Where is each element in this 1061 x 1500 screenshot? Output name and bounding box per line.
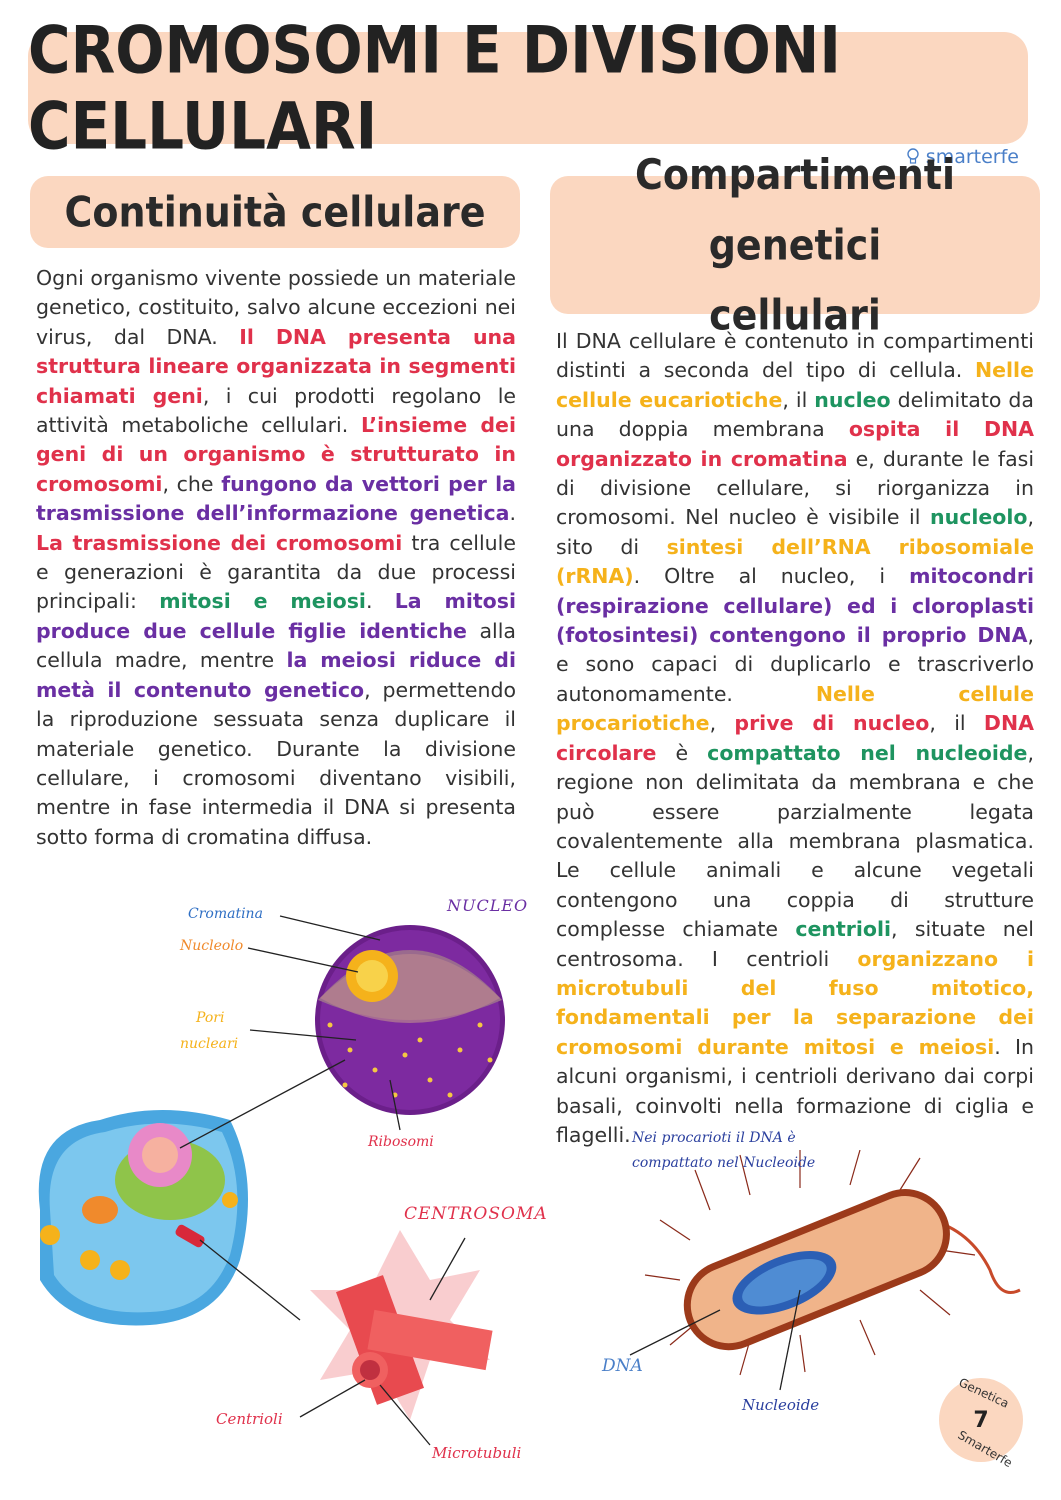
text-segment: , permettendo la riproduzione sessuata senza duplicare il materiale genetico. Durante la divisione cellulare, i cromosomi diventano visibili, mentre in fase intermedia il DNA si presenta sotto forma di cromatina diffusa. (36, 677, 517, 849)
badge-subject: Genetica (956, 1375, 1012, 1411)
highlight-green: nucleolo (930, 505, 1028, 530)
heading-line-1: Compartimenti genetici (635, 150, 955, 270)
text-segment: . (365, 589, 395, 614)
highlight-purple: la meiosi riduce di metà il contenuto genetico (36, 648, 516, 702)
prokaryote-figure (600, 1150, 1030, 1410)
highlight-yellow: organizzano i microtubuli del fuso mitotico, fondamentali per la separazione dei cromosomi durante mitosi e meiosi (556, 946, 1034, 1059)
label-ribosomi: Ribosomi (368, 1134, 434, 1150)
highlight-yellow: sintesi dell’RNA ribosomiale (rRNA) (556, 534, 1035, 589)
text-segment: Il DNA cellulare è contenuto in compartimenti distinti a seconda del tipo di cellula. (556, 329, 1034, 383)
highlight-purple: La mitosi produce due cellule figlie identiche (36, 589, 516, 643)
text-segment: . (509, 501, 516, 526)
label-nucleoide: Nucleoide (742, 1396, 820, 1414)
page-number: 7 (973, 1407, 989, 1433)
centrosome-illustration (310, 1230, 493, 1420)
text-segment: . Oltre al nucleo, i (633, 564, 910, 589)
highlight-purple: fungono da vettori per la trasmissione dell’informazione genetica (36, 471, 516, 526)
text-segment: alla cellula madre, mentre (36, 618, 516, 673)
cell-illustration (39, 1110, 248, 1325)
label-dna: DNA (602, 1356, 643, 1376)
section-heading-left (30, 176, 520, 248)
text-segment: tra cellule e generazioni è garantita da due processi principali: (36, 530, 516, 614)
text-segment: , situate nel centrosoma. I centrioli (556, 917, 1035, 971)
text-segment: , regione non delimitata da membrana e che può essere parzialmente legata covalentemente alla membrana plasmatica. Le cellule animali e alcune vegetali contengono una coppia di strutture complesse chiamate (556, 740, 1034, 942)
highlight-yellow: Nelle cellule eucariotiche (556, 358, 1034, 412)
highlight-red: prive di nucleo (734, 711, 930, 736)
label-pori-2: nucleari (180, 1036, 239, 1052)
page-title: CROMOSOMI E DIVISIONI CELLULARI (28, 11, 841, 165)
text-segment: , (709, 711, 735, 736)
highlight-purple: mitocondri (respirazione cellulare) ed i cloroplasti (fotosintesi) contengono il proprio DNA (556, 564, 1034, 648)
highlight-red: L’insieme dei geni di un organismo è strutturato in cromosomi (36, 413, 516, 496)
paragraph-continuita (36, 264, 516, 852)
paragraph-compartimenti (556, 327, 1034, 1150)
label-nucleolo: Nucleolo (180, 938, 244, 954)
text-segment: delimitato da una doppia membrana (556, 387, 1034, 442)
badge-brand: Smarterfe (955, 1427, 1015, 1471)
text-segment: è (656, 740, 708, 765)
text-segment: , e sono capaci di duplicarlo e trascriverlo autonomamente. (556, 623, 1034, 706)
text-segment: Ogni organismo vivente possiede un materiale genetico, costituito, salvo alcune eccezioni nei virus, dal DNA. (36, 266, 516, 349)
text-segment: , il (929, 711, 984, 736)
highlight-green: nucleo (814, 387, 891, 412)
label-pori-1: Pori (196, 1010, 225, 1026)
highlight-yellow: Nelle cellule procariotiche (556, 681, 1034, 736)
highlight-red: ospita il DNA organizzato in cromatina (556, 417, 1034, 471)
label-centrioli: Centrioli (216, 1410, 283, 1428)
highlight-green: compattato nel nucleoide (707, 740, 1028, 765)
text-segment: , il (782, 387, 815, 412)
label-centrosoma: CENTROSOMA (404, 1204, 548, 1224)
bacterium-body (670, 1175, 963, 1363)
text-segment: e, durante le fasi di divisione cellulare, si riorganizza in cromosomi. Nel nucleo è visibile il (556, 446, 1035, 530)
nucleus-illustration (315, 925, 505, 1115)
highlight-red: DNA circolare (556, 711, 1034, 765)
eukaryotic-cell-figure (10, 880, 550, 1500)
label-procarioti-2: compattato nel Nucleoide (632, 1155, 816, 1171)
text-segment: , che (162, 471, 222, 496)
label-microtubuli: Microtubuli (432, 1444, 522, 1462)
label-procarioti-1: Nei procarioti il DNA è (632, 1130, 796, 1146)
heading-line-2: cellulari (709, 291, 881, 340)
page-badge (939, 1375, 1023, 1471)
highlight-red: Il DNA presenta una struttura lineare organizzata in segmenti chiamati geni (36, 324, 516, 408)
text-segment: , sito di (556, 505, 1034, 559)
label-nucleo: NUCLEO (447, 896, 529, 915)
highlight-red: La trasmissione dei cromosomi (36, 530, 403, 555)
text-segment: . In alcuni organismi, i centrioli derivano dai corpi basali, coinvolti nella formazione di ciglia e flagelli. (556, 1034, 1034, 1147)
label-cromatina: Cromatina (188, 906, 263, 922)
highlight-green: mitosi e meiosi (159, 589, 366, 614)
brand-name: smarterfe (925, 146, 1019, 168)
highlight-green: centrioli (795, 917, 892, 942)
text-segment: , i cui prodotti regolano le attività metaboliche cellulari. (36, 383, 516, 438)
heading-continuita: Continuità cellulare (64, 187, 486, 237)
heading-compartimenti (550, 139, 1040, 350)
